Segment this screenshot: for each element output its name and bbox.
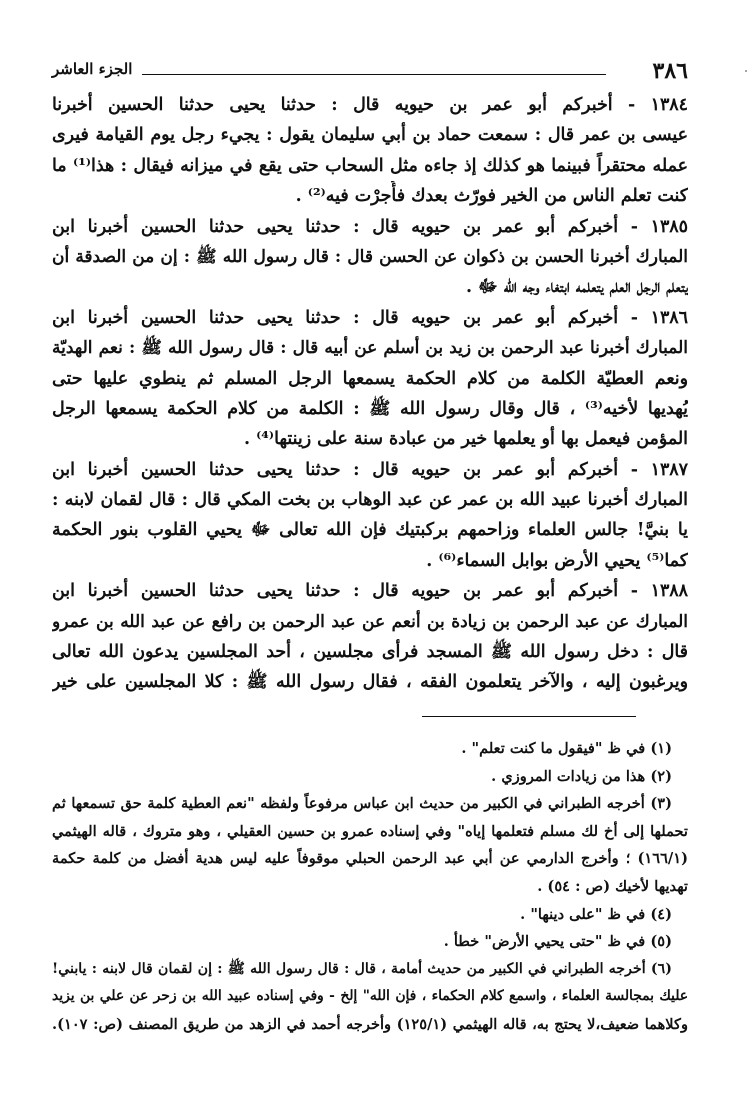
footnote-line: (٣) أخرجه الطبراني في الكبير من حديث ابن عباس مرفوعاً ولفظه "نعم العطية كلمة حق تسمعها ثم (52, 795, 672, 813)
text-line: عيسى بن عمر قال : سمعت حماد بن أبي سليمان يقول : يجيء رجل يوم القيامة فيرى (52, 125, 688, 146)
page-header (52, 60, 688, 88)
volume-title: الجزء العاشر (52, 60, 133, 78)
text-line: المؤمن فيعمل بها أو يعلمها خير من عبادة سنة على زينتها⁽⁴⁾ . (243, 429, 688, 450)
text-line: ١٣٨٦ - أخبركم أبو عمر بن حيويه قال : حدثنا يحيى حدثنا الحسين أخبرنا ابن (52, 307, 688, 328)
text-line: ١٣٨٧ - أخبركم أبو عمر بن حيويه قال : حدثنا يحيى حدثنا الحسين أخبرنا ابن (52, 459, 688, 480)
footnote-line: (٤) في ظ "على دينها" . (520, 905, 672, 923)
text-line: المبارك عن عبد الرحمن بن زيادة بن أنعم عن عبد الرحمن بن رافع عن عبد الله بن عمرو (52, 611, 688, 632)
text-line: يا بنيَّ! جالس العلماء وزاحمهم بركبتيك فإن الله تعالى ﷻ يحيي القلوب بنور الحكمة (52, 520, 688, 541)
footnote-line: تحملها إلى أخ لك مسلم فتعلمها إياه" وفي إسناده عمرو بن حسين العقيلي ، وهو متروك ، قاله الهيثمي (52, 822, 688, 840)
main-text (52, 90, 688, 698)
text-line: ١٣٨٤ - أخبركم أبو عمر بن حيويه قال : حدثنا يحيى حدثنا الحسين أخبرنا (52, 95, 688, 115)
text-line: ويرغبون إليه ، والآخر يتعلمون الفقه ، فقال رسول الله ﷺ : كلا المجلسين على خير (52, 672, 688, 693)
text-line: كنت تعلم الناس من الخير فورّث بعدك فأُجرْت فيه⁽²⁾ . (295, 186, 688, 207)
footnote-separator (422, 716, 636, 717)
text-line: كما⁽⁵⁾ يحيي الأرض بوابل السماء⁽⁶⁾ . (426, 550, 688, 571)
text-line: المبارك أخبرنا عبد الرحمن بن زيد بن أسلم عن أبيه قال : قال رسول الله ﷺ : نعم الهديّة (52, 338, 688, 359)
text-line: يتعلم الرجل العلم يتعلمه ابتغاء وجه الله ﷻ . (465, 277, 688, 298)
footnote-line: عليك بمجالسة العلماء ، واسمع كلام الحكماء ، فإن الله" إلخ - وفي إسناده عبيد الله بن زحر عن علي بن يزيد (52, 988, 688, 1005)
text-line: المبارك أخبرنا عبيد الله بن عمر عن عبد الوهاب بن بخت المكي قال : قال لقمان لابنه : (52, 490, 688, 511)
header-rule (142, 74, 606, 75)
text-line: يُهديها لأخيه⁽³⁾ ، قال وقال رسول الله ﷺ : الكلمة من كلام الحكمة يسمعها الرجل (52, 398, 688, 419)
footnote-line: (٥) في ظ "حتى يحيي الأرض" خطأ . (443, 933, 672, 951)
page-number: ٣٨٦ (652, 58, 688, 84)
text-line: المبارك أخبرنا الحسن بن ذكوان عن الحسن قال : قال رسول الله ﷺ : إن من الصدقة أن (52, 246, 688, 267)
text-line: ١٣٨٨ - أخبركم أبو عمر بن حيويه قال : حدثنا يحيى حدثنا الحسين أخبرنا ابن (52, 581, 688, 602)
text-line: ١٣٨٥ - أخبركم أبو عمر بن حيويه قال : حدثنا يحيى حدثنا الحسين أخبرنا ابن (52, 216, 688, 237)
footnote-line: (١) في ظ "فيقول ما كنت تعلم" . (461, 740, 672, 757)
text-line: قال : دخل رسول الله ﷺ المسجد فرأى مجلسين ، أحد المجلسين يدعون الله تعالى (52, 642, 688, 663)
text-line: ونعم العطيّة الكلمة من كلام الحكمة يسمعها الرجل المسلم ثم ينطوي عليها حتى (52, 368, 688, 389)
footnote-line: (٢) هذا من زيادات المروزي . (491, 767, 672, 785)
footnote-line: تهديها لأخيك (ص : ٥٤) . (537, 877, 688, 895)
footnotes (52, 735, 688, 1039)
footnote-line: (٦) أخرجه الطبراني في الكبير من حديث أمامة ، قال : قال رسول الله ﷺ : إن لقمان قال لابنه : يابني! (52, 960, 672, 977)
scan-speck (745, 70, 747, 72)
footnote-line: (١٦٦/١) ؛ وأخرج الدارمي عن أبي عبد الرحمن الحبلي موقوفاً عليه ليس هدية أفضل من كلمة حكمة (52, 850, 688, 868)
text-line: عمله محتقراً فبينما هو كذلك إذ جاءه مثل السحاب حتى يقع في ميزانه فيقال : هذا⁽¹⁾ ما (52, 155, 688, 176)
footnote-line: وكلاهما ضعيف،لا يحتج به، قاله الهيثمي (١٢٥/١) وأخرجه أحمد في الزهد من طريق المصنف (ص: ١٠٧). (52, 1015, 688, 1033)
